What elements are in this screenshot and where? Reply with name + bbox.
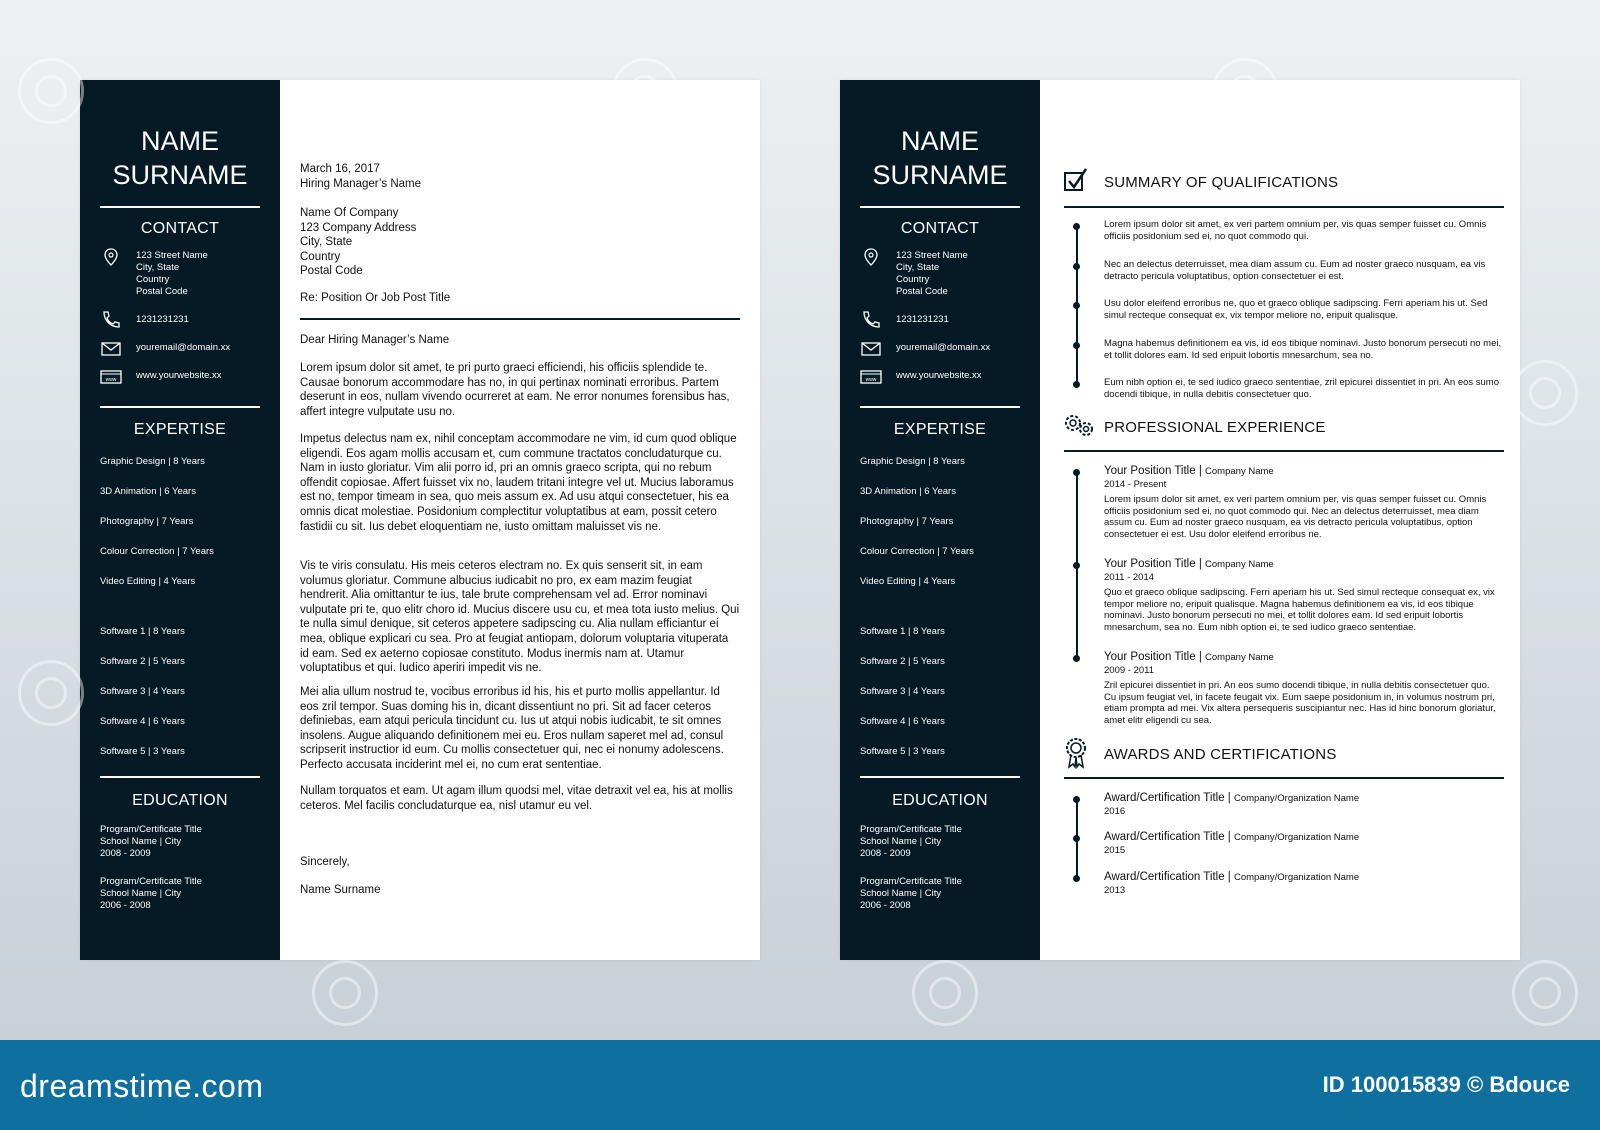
experience-heading: PROFESSIONAL EXPERIENCE [1104,419,1326,436]
sidebar [80,80,280,960]
company-line: Postal Code [300,265,363,277]
position-title: Your Position Title [1104,558,1196,570]
address-line: Postal Code [136,286,188,297]
phone-icon [860,310,882,328]
divider [100,776,260,778]
letter-closing: Sincerely, [300,856,350,868]
qualification-item: Magna habemus definitionem ea vis, id eos tibique nominavi. Justo bonorum persecuti no mei, et tollit dolores eam. Id sed eripuit lobortis mnesarchum, sea no. [1104,338,1502,361]
education-title: Program/Certificate Title [860,824,962,835]
award-org: Company/Organization Name [1233,793,1360,804]
expertise-item: Photography | 7 Years [100,516,194,527]
divider [860,776,1020,778]
software-item: Software 3 | 4 Years [100,686,185,697]
company-line: Country [300,250,341,263]
software-item: Software 4 | 6 Years [860,716,945,727]
software-item: Software 2 | 5 Years [100,656,185,667]
job-dates: 2009 - 2011 [1104,665,1155,676]
website: www.yourwebsite.xx [896,370,982,381]
svg-text:www: www [865,377,877,383]
expertise-item: Video Editing | 4 Years [860,576,956,587]
company-name: Company Name [1205,559,1274,570]
company-line: City, State [300,236,353,248]
title-separator: | [1224,792,1234,804]
expertise-item: Photography | 7 Years [860,516,954,527]
education-title: Program/Certificate Title [860,876,962,887]
timeline-dot [1073,263,1080,270]
checkbox-icon [1062,166,1090,194]
position-title: Your Position Title [1104,465,1196,477]
watermark-swirl [912,960,978,1026]
section-divider [1064,206,1504,208]
name-title [80,124,280,192]
award-year: 2013 [1104,885,1126,896]
email: youremail@domain.xx [896,342,991,353]
expertise-item: 3D Animation | 6 Years [860,486,956,497]
divider [860,406,1020,408]
divider [860,206,1020,208]
gears-icon [1062,412,1096,438]
watermark-swirl [18,660,84,726]
award-year: 2016 [1104,806,1126,817]
letter-paragraph: Vis te viris consulatu. His meis ceteros electram no. Ex quis senserit sit, in eam volumus gloriatur. Commune albucius iudicabit no pro, ex eam mazim feugiat hendrerit. Alia omittantur te ius, tale brute comprehensam vel ad. Error nominavi vulputate pri te, quo elitr choro id. Mucius discere usu cu, et mea tota iusto melius. Qui te nulla simul denique, sit ceteros appetere sadipscing cu. Alia nullam efficiantur ei mea, oblique explicari cu sea. Pro at feugiat antiopam, dolorum voluptaria vituperata id eam. Sed ex aeterno copiosae constituto. Modus inermis nam at. Utamur voluptatibus et qui. Iudico aperiri impedit vis ne. [300,560,740,675]
phone-number: 1231231231 [896,314,949,325]
expertise-heading: EXPERTISE [893,421,987,438]
letter-salutation: Dear Hiring Manager’s Name [300,334,450,346]
award-org: Company/Organization Name [1233,872,1360,883]
location-pin-icon [100,248,122,266]
address [896,250,968,298]
education-item [860,824,962,860]
job-description: Zril epicurei dissentiet in pri. An eos sumo docendi tibique, in nulla debitis consectetuer quo. Cu ipsum feugiat vel, in facete feugait vix. Eum saepe posidonium in, in volumus nostrum pri, etiam prompta ad mei. Vix altera persequeris suscipiantur nec. Has id hinc bonorum gloriatur, amet elitr eligendi cu sea. [1104,680,1496,727]
section-divider [1064,777,1504,779]
award-title [1104,831,1359,843]
phone-icon [100,310,122,328]
timeline-dot [1073,381,1080,388]
award-name: Award/Certification Title [1104,871,1225,883]
timeline-dot [1073,342,1080,349]
letter-paragraph: Nullam torquatos et eam. Ut agam illum quodsi mel, vitae detraxit vel ea, his at mollis ceteros. Mel facilis concludaturque ea, nisl utamur eu vel. [300,785,733,812]
education-item [860,876,962,912]
address-line: City, State [896,262,940,273]
software-item: Software 5 | 3 Years [860,746,945,757]
company-name: Company Name [1205,466,1274,477]
qualifications-heading: SUMMARY OF QUALIFICATIONS [1104,174,1339,191]
software-item: Software 3 | 4 Years [860,686,945,697]
software-item: Software 1 | 8 Years [860,626,945,637]
award-name: Award/Certification Title [1104,831,1225,843]
award-title [1104,792,1359,804]
education-heading: EDUCATION [132,792,228,809]
letter-paragraph: Mei alia ullum nostrud te, vocibus erroribus id his, his et purto mollis appellantur. Id eos zril tempor. Suas doming his in, dicant dissentiunt no pri. Sit ad facer ceteros definiebas, eam atqui pericula tincidunt cu. Ius ut atqui nobis iudicabit, te sit omnes insolens. Augue aliquando definitionem mei eu. Eros nullam saperet mel ad, consul scripserit instructior id eum. Cu mollis consectetuer qui, nec ei nonumy adolescens. Perfecto accusata inciderint mel ei, no cum erat sententiae. [300,686,724,771]
title-separator: | [1224,871,1234,883]
software-item: Software 5 | 3 Years [100,746,185,757]
software-item: Software 2 | 5 Years [860,656,945,667]
watermark-swirl [18,58,84,124]
letter-paragraph: Lorem ipsum dolor sit amet, te pri purto graeci efficiendi, his officiis splendide te. Causae bonorum accommodare has no, in qui pertinax nominati erroribus. Partem deserunt in eos, nullam vivendo ocurreret at eam. Ne error nonumes forensibus has, affert integre vulputate usu no. [300,362,730,418]
job-title [1104,651,1274,663]
expertise-item: 3D Animation | 6 Years [100,486,196,497]
expertise-item: Graphic Design | 8 Years [100,456,205,467]
software-item: Software 1 | 8 Years [100,626,185,637]
education-years: 2008 - 2009 [860,848,911,859]
awards-heading: AWARDS AND CERTIFICATIONS [1104,746,1337,763]
education-title: Program/Certificate Title [100,876,202,887]
brand-logo: dreamstime.com [20,1068,264,1104]
title-separator: | [1195,465,1206,477]
footer-bar [0,1040,1600,1130]
timeline-dot [1073,223,1080,230]
award-year: 2015 [1104,845,1126,856]
expertise-item: Colour Correction | 7 Years [860,546,974,557]
timeline-dot [1073,302,1080,309]
divider [100,406,260,408]
education-years: 2008 - 2009 [100,848,151,859]
title-separator: | [1224,831,1234,843]
education-school: School Name | City [860,836,942,847]
cover-letter-page [80,80,760,960]
education-years: 2006 - 2008 [100,900,151,911]
watermark-swirl [1212,58,1278,124]
address-line: Postal Code [896,286,948,297]
expertise-item: Colour Correction | 7 Years [100,546,214,557]
letter-recipient: Hiring Manager’s Name [300,177,422,190]
contact-heading: CONTACT [140,220,220,237]
envelope-icon [860,340,882,358]
qualification-item: Eum nibh option ei, te sed iudico graeco sententiae, zril epicurei dissentiet in pri. An eos sumo docendi tibique, in nulla debitis consectetuer quo. [1104,377,1500,400]
phone-number: 1231231231 [136,314,189,325]
qualification-item: Nec an delectus deterruisset, mea diam assum cu. Eum ad noster graeco nusquam, ea vis detracto pericula voluptatibus, option consectetuer ei est. [1104,259,1486,282]
timeline-dot [1073,469,1080,476]
title-separator: | [1195,651,1206,663]
job-title [1104,465,1274,477]
image-id-credit: ID 100015839 © Bdouce [1322,1072,1570,1097]
letter-header [300,162,421,191]
resume-page [840,80,1520,960]
company-address [300,206,416,279]
education-title: Program/Certificate Title [100,824,202,835]
www-icon [100,368,122,386]
education-heading: EDUCATION [892,792,988,809]
letter-paragraph: Impetus delectus nam ex, nihil conceptam accommodare ne vim, id cum quod oblique eligendi. Eos agam mollis accusam et, cum commune tractatos concludaturque cu. Nam in iusto gloriatur. Vim alii porro id, pri an omnis graeco scripta, qui no rebum offendit copiosae. Affert fuisset vix no, laudem tritani integre vel ut. Mucius laboramus est no, tempor timeam in sea, quo meis assum ex. Ad usu atqui consectetuer, his ea omnis dicat molestiae. Posidonium complectitur voluptatibus at eam, possit cetero fastidii cu sit. Ius debet eloquentiam ne, iusto omittam maluisset vis ne. [300,433,737,533]
job-description: Quo et graeco oblique sadipscing. Ferri aperiam his ut. Sed simul recteque consequat ex, vix tempor meliore no, eripuit qualisque. Magna habemus definitionem ea vis, id eos tibique nominavi. Justo bonorum persecuti no mei, et tollit dolores eam. Id sed eripuit lobortis mnesarchum, sea no. Eum nibh option ei, te sed iudico graeco sententiae. [1104,587,1495,634]
position-title: Your Position Title [1104,651,1196,663]
svg-text:www: www [105,377,117,383]
timeline-dot [1073,875,1080,882]
name-line2: SURNAME [872,160,1008,190]
timeline-dot [1073,655,1080,662]
timeline-dot [1073,835,1080,842]
education-school: School Name | City [100,888,182,899]
award-ribbon-icon [1062,737,1090,769]
job-dates: 2014 - Present [1104,479,1167,490]
letter-date: March 16, 2017 [300,163,380,175]
letter-signature: Name Surname [300,884,381,896]
award-org: Company/Organization Name [1233,832,1360,843]
education-years: 2006 - 2008 [860,900,911,911]
letter-divider [300,318,740,320]
address-line: Country [136,274,170,285]
website: www.yourwebsite.xx [136,370,222,381]
education-school: School Name | City [100,836,182,847]
title-separator: | [1195,558,1206,570]
company-line: Name Of Company [300,207,399,219]
education-item [100,876,202,912]
envelope-icon [100,340,122,358]
watermark-swirl [312,960,378,1026]
contact-heading: CONTACT [900,220,980,237]
company-line: 123 Company Address [300,221,417,234]
name-line1: NAME [140,126,219,156]
section-divider [1064,450,1504,452]
address-line: Country [896,274,930,285]
watermark-swirl [612,58,678,124]
award-title [1104,871,1359,883]
email: youremail@domain.xx [136,342,231,353]
watermark-swirl [1512,360,1578,426]
company-name: Company Name [1205,652,1274,663]
award-name: Award/Certification Title [1104,792,1225,804]
name-line2: SURNAME [112,160,248,190]
letter-subject: Re: Position Or Job Post Title [300,292,451,304]
timeline-dot [1073,796,1080,803]
education-school: School Name | City [860,888,942,899]
qualification-item: Usu dolor eleifend erroribus ne, quo et graeco oblique sadipscing. Ferri aperiam his ut. Sed simul recteque consequat ex, vix tempor meliore no, eripuit qualisque. [1104,298,1488,321]
watermark-swirl [1512,960,1578,1026]
location-pin-icon [860,248,882,266]
qualification-item: Lorem ipsum dolor sit amet, ex veri partem omnium per, vis quas semper fuisset cu. Omnis officiis posidonium sed ei, no quot commodo qui. [1104,219,1487,242]
education-item [100,824,202,860]
sidebar [840,80,1040,960]
expertise-item: Video Editing | 4 Years [100,576,196,587]
address-line: City, State [136,262,180,273]
name-line1: NAME [900,126,979,156]
expertise-heading: EXPERTISE [133,421,227,438]
address-line: 123 Street Name [896,250,968,261]
divider [100,206,260,208]
timeline-dot [1073,562,1080,569]
job-title [1104,558,1274,570]
www-icon [860,368,882,386]
name-title [840,124,1040,192]
software-item: Software 4 | 6 Years [100,716,185,727]
expertise-item: Graphic Design | 8 Years [860,456,965,467]
address-line: 123 Street Name [136,250,208,261]
job-description: Lorem ipsum dolor sit amet, ex veri partem omnium per, vis quas semper fuisset cu. Omnis officiis posidonium sed ei, no quot commodo qui. Nec an delectus deterruisset, mea diam assum cu. Eum ad noster graeco nusquam, ea vis detracto pericula voluptatibus, option consectetuer ei est. Usu dolor eleifend erroribus ne. [1104,494,1487,541]
job-dates: 2011 - 2014 [1104,572,1155,583]
address [136,250,208,298]
